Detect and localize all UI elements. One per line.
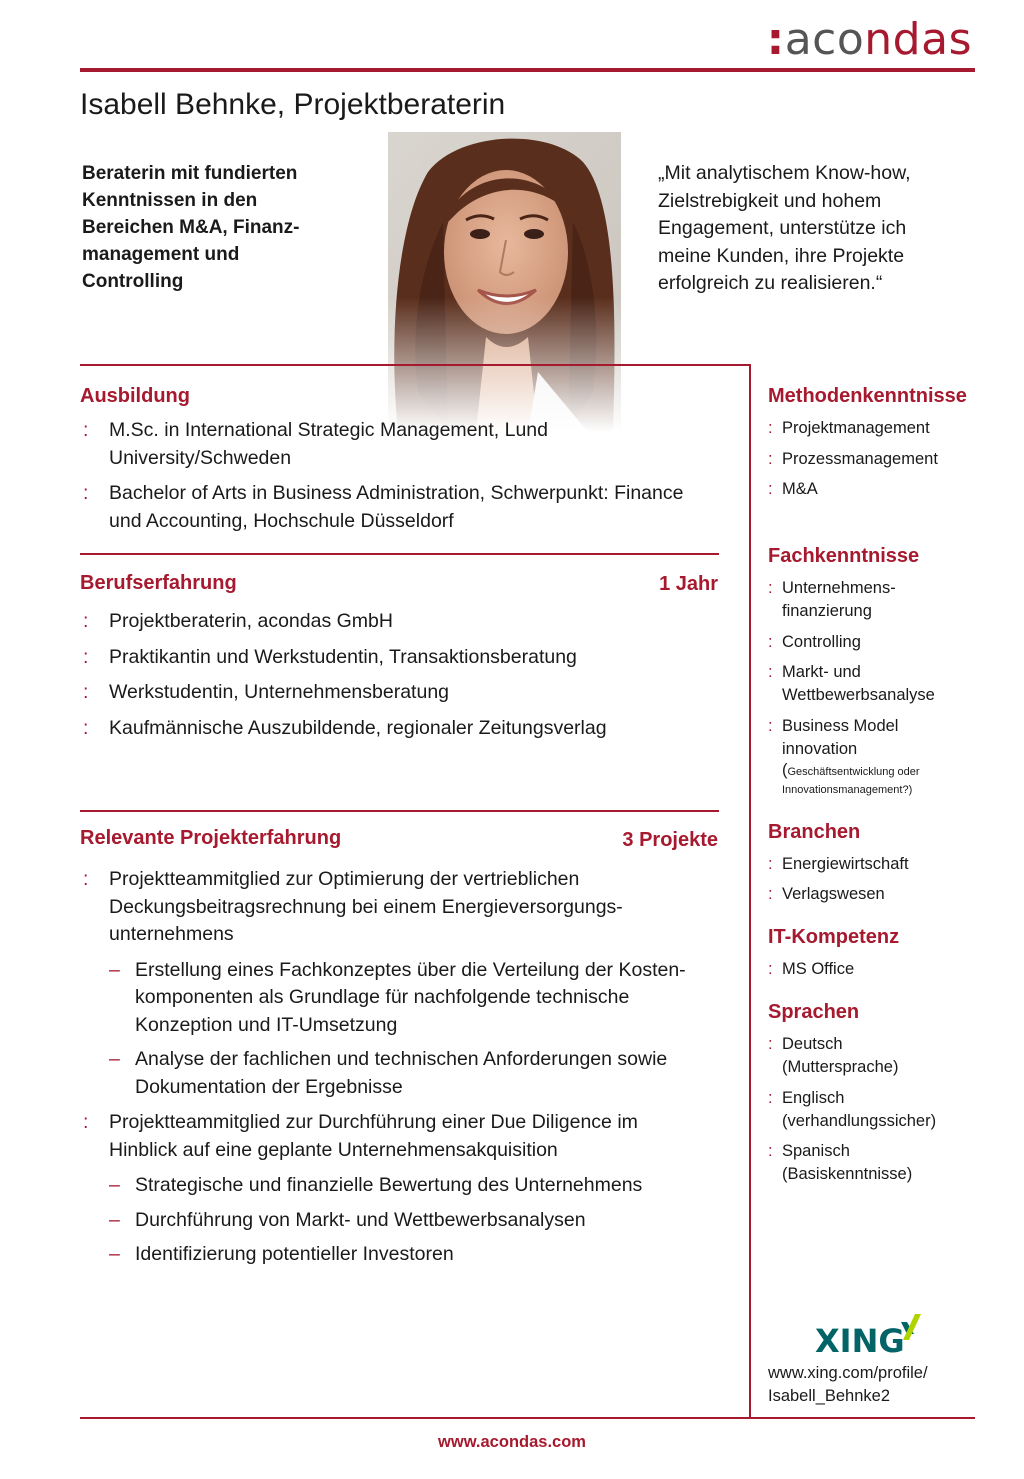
note-text: Geschäftsentwicklung oder (787, 765, 920, 778)
bullet-colon: : (768, 885, 773, 903)
bullet-colon: : (83, 419, 89, 441)
item-line: Englisch (782, 1088, 845, 1107)
item-line: Markt- und (782, 663, 861, 681)
list-item (80, 644, 730, 672)
bullet-dash: – (109, 1243, 120, 1265)
sub-item (109, 1046, 740, 1101)
list-item (80, 608, 730, 636)
xing-profile-link[interactable] (768, 1362, 928, 1408)
item-line: (Basiskenntnisse) (782, 1165, 913, 1183)
item-line: Hinblick auf eine geplante Unternehmensakquisition (109, 1138, 558, 1161)
item-text: Projektmanagement (782, 419, 930, 437)
list-item (768, 715, 988, 799)
berufserfahrung-duration: 1 Jahr (659, 573, 718, 595)
footer-divider (80, 1417, 975, 1419)
ausbildung-heading: Ausbildung (80, 385, 190, 407)
item-line: Wettbewerbsanalyse (782, 686, 935, 704)
item-line: Unternehmens- (782, 579, 896, 597)
footer-website-link[interactable]: www.acondas.com (438, 1433, 586, 1451)
bullet-colon: : (768, 1035, 773, 1053)
xing-logo-text: XING (815, 1322, 905, 1358)
tagline-line: Beraterin mit fundierten (82, 163, 298, 184)
item-text: Kaufmännische Auszubildende, regionaler Zeitungsverlag (109, 716, 607, 739)
tagline-line: management und (82, 244, 240, 265)
acondas-logo: :acondas (766, 14, 972, 65)
bullet-colon: : (768, 1088, 773, 1107)
item-text: Durchführung von Markt- und Wettbewerbsanalysen (135, 1208, 586, 1231)
bullet-colon: : (768, 854, 773, 873)
item-line: (verhandlungssicher) (782, 1111, 937, 1130)
sprachen-heading: Sprachen (768, 1001, 860, 1023)
item-text: M&A (782, 480, 818, 498)
bullet-dash: – (109, 958, 120, 981)
note-paren: ( (782, 760, 788, 779)
sub-item (109, 1172, 740, 1200)
fach-heading: Fachkenntnisse (768, 545, 920, 567)
item-line: innovation (782, 739, 858, 758)
projekt-list (80, 866, 740, 1277)
quote (658, 160, 948, 298)
bullet-colon: : (83, 610, 89, 632)
item-line: (Muttersprache) (782, 1058, 899, 1076)
quote-line: „Mit analytischem Know-how, (658, 162, 911, 184)
item-text: Strategische und finanzielle Bewertung des Unternehmens (135, 1174, 643, 1196)
item-line: Controlling (782, 632, 861, 651)
berufserfahrung-list (80, 608, 730, 750)
bullet-colon: : (83, 482, 89, 504)
bullet-dash: – (109, 1208, 120, 1231)
bullet-colon: : (768, 663, 773, 681)
ausbildung-list (80, 417, 730, 543)
bullet-colon: : (768, 1142, 773, 1160)
column-divider (749, 365, 751, 1419)
item-line: Projektteammitglied zur Durchführung einer Due Diligence im (109, 1111, 638, 1133)
tagline-line: Controlling (82, 271, 184, 292)
sub-item (109, 1241, 740, 1269)
list-item (80, 715, 730, 743)
list-item (768, 661, 988, 707)
methoden-heading: Methodenkenntnisse (768, 385, 967, 407)
list-item (768, 577, 988, 623)
bullet-colon: : (83, 681, 89, 703)
item-line: Deutsch (782, 1035, 843, 1053)
list-item (768, 1140, 988, 1186)
page-title: Isabell Behnke, Projektberaterin (80, 88, 506, 121)
item-line: M.Sc. in International Strategic Management, Lund (109, 419, 548, 441)
note-text: Innovationsmanagement?) (782, 783, 913, 796)
list-item (768, 958, 988, 981)
list-item (80, 417, 730, 472)
quote-line: meine Kunden, ihre Projekte (658, 244, 905, 267)
list-item (768, 853, 988, 876)
bullet-colon: : (768, 449, 773, 468)
item-text: Praktikantin und Werkstudentin, Transaktionsberatung (109, 645, 577, 668)
list-item (768, 883, 988, 906)
sub-item (109, 957, 740, 1040)
item-line: und Accounting, Hochschule Düsseldorf (109, 509, 454, 532)
sidebar (768, 385, 988, 1194)
item-text: Energiewirtschaft (782, 854, 909, 873)
quote-line: erfolgreich zu realisieren.“ (658, 272, 883, 294)
list-item (80, 480, 730, 535)
link-line: www.xing.com/profile/ (768, 1364, 928, 1382)
item-line: Erstellung eines Fachkonzeptes über die Verteilung der Kosten- (135, 958, 686, 981)
section-frame-top (80, 364, 751, 366)
tagline-line: Kenntnissen in den (82, 190, 258, 211)
item-text: Verlagswesen (782, 885, 885, 903)
bullet-dash: – (109, 1174, 120, 1196)
item-line: Konzeption und IT-Umsetzung (135, 1013, 398, 1036)
sub-item (109, 1207, 740, 1235)
tagline (82, 160, 342, 295)
bullet-colon: : (83, 868, 89, 890)
list-item (768, 448, 988, 471)
list-item (768, 1087, 988, 1133)
item-line: finanzierung (782, 602, 872, 620)
bullet-dash: – (109, 1048, 120, 1070)
list-item (768, 631, 988, 654)
list-item (768, 417, 988, 440)
bullet-colon: : (768, 419, 773, 437)
item-text: MS Office (782, 960, 855, 978)
bullet-colon: : (83, 1111, 89, 1133)
bullet-colon: : (768, 579, 773, 597)
bullet-colon: : (768, 960, 773, 978)
item-line: unternehmens (109, 923, 234, 945)
bullet-colon: : (83, 716, 89, 739)
item-line: University/Schweden (109, 446, 292, 469)
link-line: Isabell_Behnke2 (768, 1387, 891, 1405)
list-item (768, 1033, 988, 1079)
xing-logo[interactable] (815, 1312, 930, 1358)
section-divider (80, 553, 719, 555)
projekterfahrung-heading: Relevante Projekterfahrung (80, 827, 342, 849)
item-note (782, 761, 988, 781)
item-line: Business Model (782, 716, 899, 735)
projekt-count: 3 Projekte (622, 829, 718, 851)
project-item (80, 1109, 740, 1269)
quote-line: Zielstrebigkeit und hohem (658, 189, 882, 212)
quote-line: Engagement, unterstütze ich (658, 217, 907, 239)
bullet-colon: : (83, 645, 89, 668)
section-divider (80, 810, 719, 812)
berufserfahrung-heading: Berufserfahrung (80, 572, 237, 594)
item-line: Dokumentation der Ergebnisse (135, 1075, 403, 1098)
item-text: Identifizierung potentieller Investoren (135, 1243, 454, 1265)
bullet-colon: : (768, 632, 773, 651)
header-divider (80, 68, 975, 72)
list-item (768, 478, 988, 501)
bullet-colon: : (768, 480, 773, 498)
item-line: Deckungsbeitragsrechnung bei einem Energieversorgungs- (109, 895, 623, 918)
branchen-heading: Branchen (768, 820, 861, 843)
portrait-photo (388, 132, 621, 432)
bullet-colon: : (768, 716, 773, 735)
tagline-line: Bereichen M&A, Finanz- (82, 217, 300, 238)
item-text: Werkstudentin, Unternehmensberatung (109, 681, 450, 703)
item-line: Bachelor of Arts in Business Administration, Schwerpunkt: Finance (109, 482, 684, 504)
item-line: Spanisch (782, 1142, 850, 1160)
item-line: Projektteammitglied zur Optimierung der vertrieblichen (109, 868, 580, 890)
item-text: Projektberaterin, acondas GmbH (109, 610, 393, 632)
project-item (80, 866, 740, 1101)
item-line: Analyse der fachlichen und technischen Anforderungen sowie (135, 1048, 668, 1070)
it-heading: IT-Kompetenz (768, 926, 900, 948)
list-item (80, 679, 730, 707)
item-line: komponenten als Grundlage für nachfolgende technische (135, 986, 630, 1008)
item-text: Prozessmanagement (782, 449, 938, 468)
